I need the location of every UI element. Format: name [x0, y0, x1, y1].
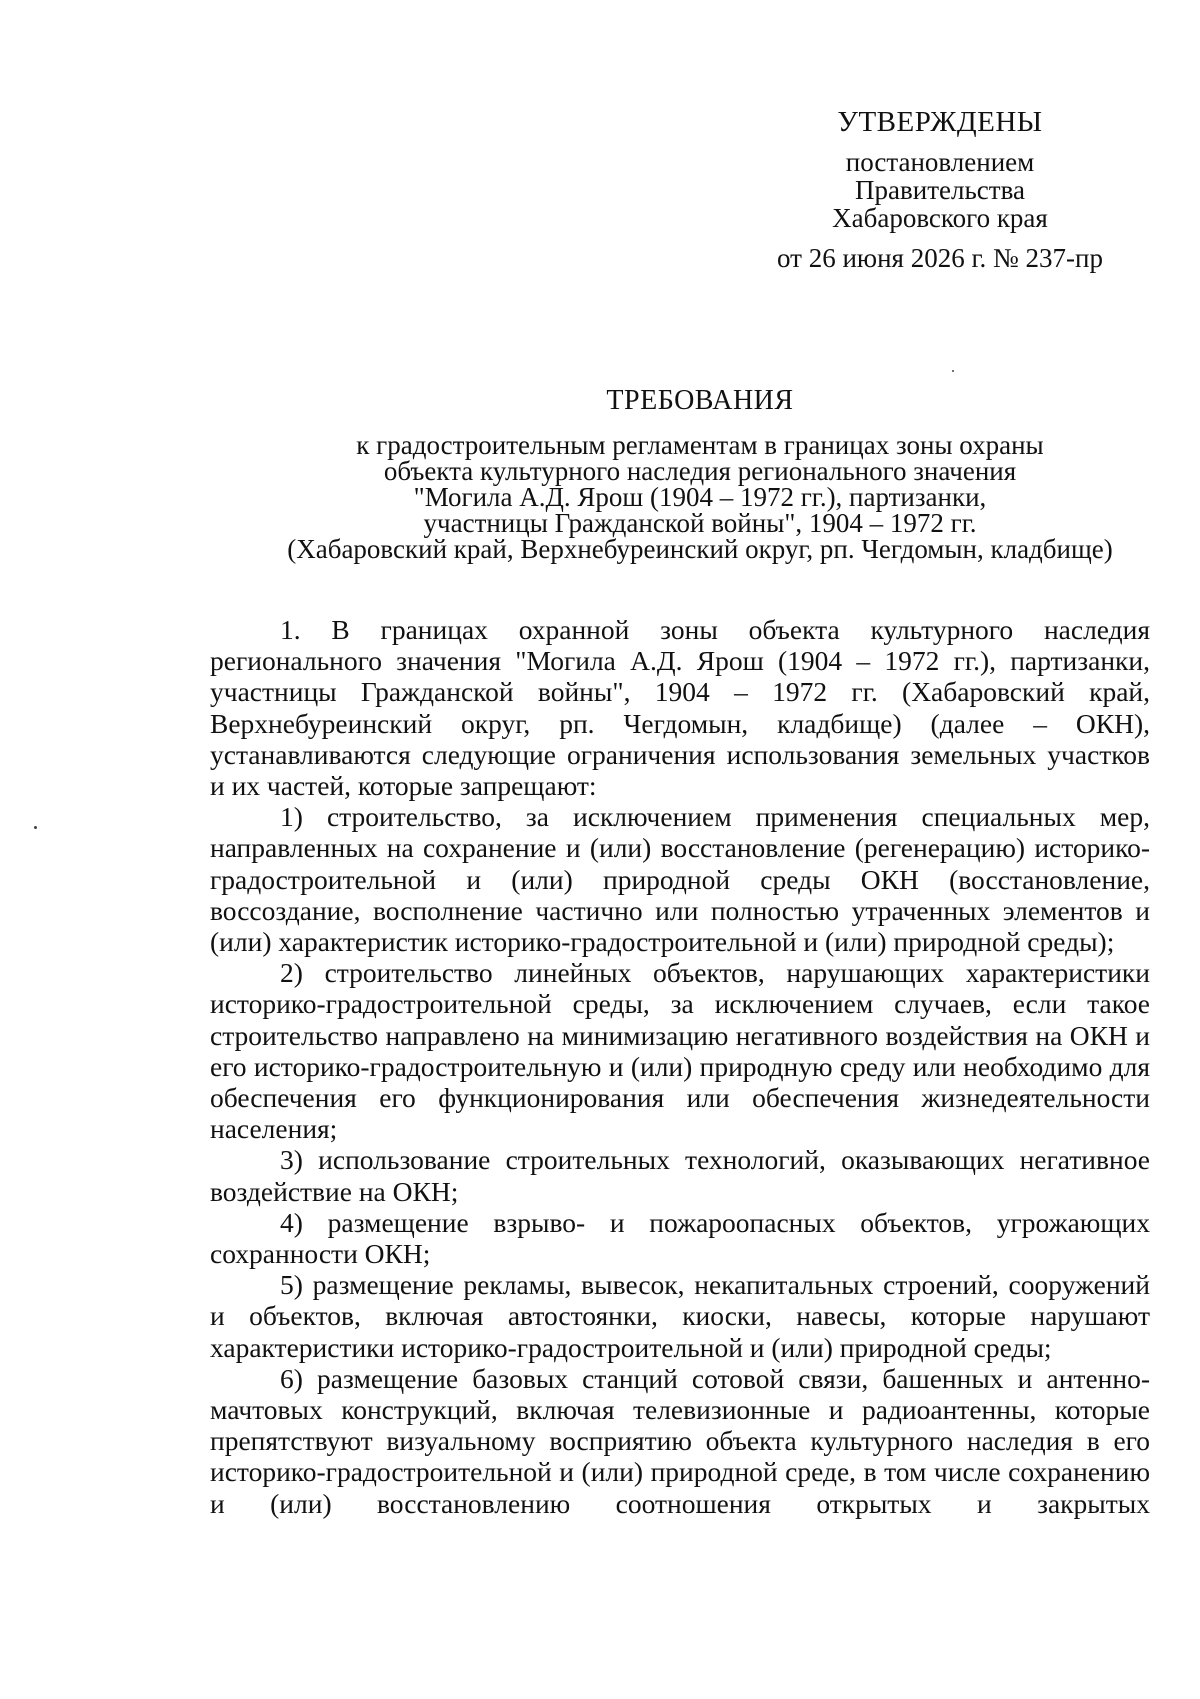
approval-line-2: Правительства: [855, 175, 1025, 205]
subtitle-line: объекта культурного наследия регионального значения: [383, 456, 1017, 486]
document-title-block: [200, 385, 1200, 564]
paragraph-1: 1. В границах охранной зоны объекта культурного наследия регионального значения "Могила А.Д. Ярош (1904 – 1972 гг.), партизанки, участницы Гражданской войны", 1904 – 1972 гг. (Хабаровский край, Верхнебуреинский округ, рп. Чегдомын, кладбище) (далее – ОКН), устанавливаются следующие ограничения использования земельных участков и их частей, которые запрещают:: [210, 614, 1150, 802]
document-title: ТРЕБОВАНИЯ: [606, 385, 794, 416]
scan-speck: [34, 826, 37, 829]
approval-line-1: постановлением: [845, 147, 1035, 177]
list-item: 5) размещение рекламы, вывесок, некапитальных строений, сооружений и объектов, включая автостоянки, киоски, навесы, которые нарушают характеристики историко-градостроительной и (или) природной среды;: [210, 1269, 1150, 1363]
scan-speck: [952, 370, 954, 372]
list-item: 4) размещение взрыво- и пожароопасных объектов, угрожающих сохранности ОКН;: [210, 1206, 1150, 1270]
approved-heading: УТВЕРЖДЕНЫ: [837, 106, 1043, 138]
list-item: 1) строительство, за исключением применения специальных мер, направленных на сохранение и (или) восстановление (регенерацию) историко-градостроительной и (или) природной среды ОКН (восстановление, воссоздание, восполнение частично или полностью утраченных элементов и (или) характеристик историко-градостроительной и (или) природной среды);: [210, 801, 1150, 958]
document-body: [210, 614, 1150, 1519]
list-item: 3) использование строительных технологий, оказывающих негативное воздействие на ОКН;: [210, 1144, 1150, 1207]
subtitle-line: (Хабаровский край, Верхнебуреинский округ, рп. Чегдомын, кладбище): [287, 534, 1113, 564]
list-item: 6) размещение базовых станций сотовой связи, башенных и антенно-мачтовых конструкций, включая телевизионные и радиоантенны, которые препятствуют визуальному восприятию объекта культурного наследия в его историко-градостроительной и (или) природной среде, в том числе сохранению и (или) восстановлению соотношения открытых и закрытых: [210, 1362, 1150, 1519]
subtitle-line: участницы Гражданской войны", 1904 – 1972 гг.: [423, 508, 977, 538]
approval-line-3: Хабаровского края: [832, 203, 1048, 233]
approval-stamp-block: [760, 108, 1120, 272]
subtitle-line: "Могила А.Д. Ярош (1904 – 1972 гг.), партизанки,: [413, 482, 987, 512]
list-item: 2) строительство линейных объектов, нарушающих характеристики историко-градостроительной среды, за исключением случаев, если такое строительство направлено на минимизацию негативного воздействия на ОКН и его историко-градостроительную и (или) природную среду или необходимо для обеспечения его функционирования или обеспечения жизнедеятельности населения;: [210, 957, 1150, 1145]
subtitle-line: к градостроительным регламентам в границах зоны охраны: [356, 430, 1044, 460]
approval-date-number: от 26 июня 2026 г. № 237-пр: [777, 243, 1103, 273]
